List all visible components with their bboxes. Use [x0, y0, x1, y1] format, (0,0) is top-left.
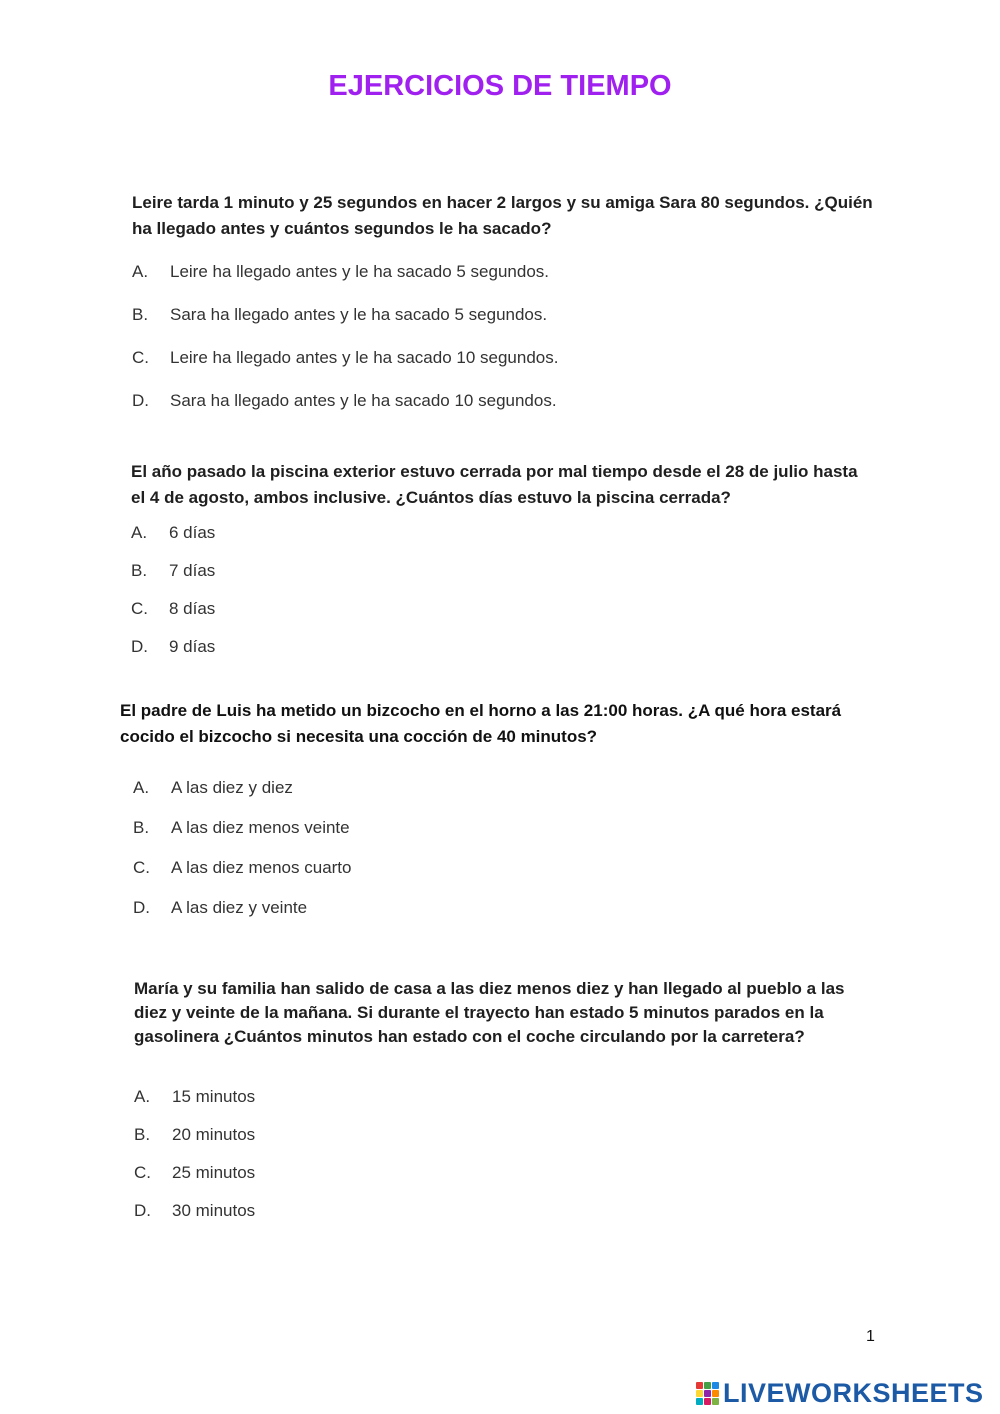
option-letter: B. [134, 1125, 151, 1144]
option-text: 9 días [169, 637, 216, 656]
logo-cell [712, 1390, 719, 1397]
option-letter: D. [132, 391, 149, 410]
option-letter: C. [134, 1163, 151, 1182]
option-text: 30 minutos [172, 1201, 256, 1220]
option-letter: C. [132, 348, 149, 367]
logo-cell [704, 1398, 711, 1405]
option-letter: B. [132, 305, 149, 324]
option-letter: A. [132, 262, 149, 281]
option-text: Sara ha llegado antes y le ha sacado 10 segundos. [170, 391, 557, 410]
option-letter: D. [134, 1201, 151, 1220]
logo-cell [696, 1390, 703, 1397]
option-letter: C. [133, 858, 150, 877]
option-text: Leire ha llegado antes y le ha sacado 5 segundos. [170, 262, 549, 281]
question-4-text: María y su familia han salido de casa a las diez menos diez y han llegado al pueblo a las diez y veinte de la mañana. Si durante el trayecto han estado 5 minutos parados en la gasolinera ¿Cuántos minutos han estado con el coche circulando por la carretera? [134, 979, 845, 1046]
logo-cell [712, 1382, 719, 1389]
option-letter: A. [131, 523, 148, 542]
liveworksheets-branding[interactable] [696, 1378, 984, 1409]
brand-wordmark: LIVEWORKSHEETS [723, 1378, 984, 1408]
option-text: A las diez y diez [171, 778, 293, 797]
logo-cell [696, 1398, 703, 1405]
option-letter: D. [133, 898, 150, 917]
option-letter: B. [133, 818, 150, 837]
question-1-text: Leire tarda 1 minuto y 25 segundos en hacer 2 largos y su amiga Sara 80 segundos. ¿Quién ha llegado antes y cuántos segundos le ha sacado? [132, 193, 873, 238]
page-title: EJERCICIOS DE TIEMPO [328, 70, 672, 102]
option-letter: D. [131, 637, 148, 656]
question-3-text: El padre de Luis ha metido un bizcocho en el horno a las 21:00 horas. ¿A qué hora estará cocido el bizcocho si necesita una cocción de 40 minutos? [120, 701, 842, 746]
option-text: 25 minutos [172, 1163, 256, 1182]
logo-cell [712, 1398, 719, 1405]
option-text: 7 días [169, 561, 216, 580]
option-text: A las diez menos cuarto [171, 858, 352, 877]
liveworksheets-logo-icon [696, 1382, 719, 1405]
option-text: Leire ha llegado antes y le ha sacado 10 segundos. [170, 348, 559, 367]
option-text: Sara ha llegado antes y le ha sacado 5 segundos. [170, 305, 548, 324]
option-text: 15 minutos [172, 1087, 256, 1106]
option-text: 8 días [169, 599, 216, 618]
option-letter: C. [131, 599, 148, 618]
logo-cell [696, 1382, 703, 1389]
option-text: 20 minutos [172, 1125, 256, 1144]
question-2-text: El año pasado la piscina exterior estuvo cerrada por mal tiempo desde el 28 de julio hasta el 4 de agosto, ambos inclusive. ¿Cuántos días estuvo la piscina cerrada? [131, 462, 858, 507]
logo-cell [704, 1382, 711, 1389]
option-text: A las diez menos veinte [171, 818, 350, 837]
logo-cell [704, 1390, 711, 1397]
option-text: A las diez y veinte [171, 898, 308, 917]
option-letter: A. [133, 778, 150, 797]
option-text: 6 días [169, 523, 216, 542]
page-number: 1 [866, 1328, 875, 1345]
option-letter: B. [131, 561, 148, 580]
option-letter: A. [134, 1087, 151, 1106]
